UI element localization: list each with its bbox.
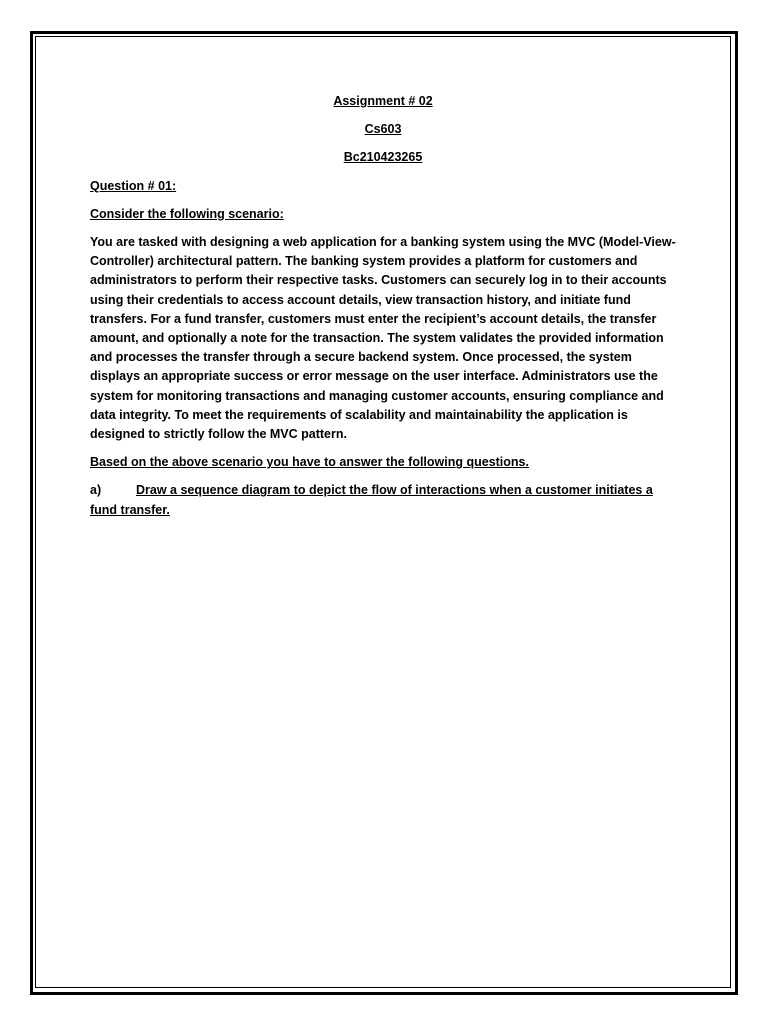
part-a-text: Draw a sequence diagram to depict the flow of interactions when a customer initiates a fund transfer. [90, 483, 653, 517]
question-part-a [90, 481, 676, 519]
scenario-paragraph: You are tasked with designing a web application for a banking system using the MVC (Model-View-Controller) architectural pattern. The banking system provides a platform for customers and administrators to perform their respective tasks. Customers can securely log in to their accounts using their credentials to access account details, view transaction history, and initiate fund transfers. For a fund transfer, customers must enter the recipient’s account details, the transfer amount, and optionally a note for the transaction. The system validates the provided information and processes the transfer through a secure backend system. Once processed, the system displays an appropriate success or error message on the user interface. Administrators use the system for monitoring transactions and managing customer accounts, ensuring compliance and data integrity. To meet the requirements of scalability and maintainability the application is designed to strictly follow the MVC pattern. [90, 235, 676, 442]
document-body [90, 92, 676, 520]
question-heading: Question # 01: [90, 178, 177, 193]
assignment-title: Assignment # 02 [333, 94, 433, 108]
course-code: Cs603 [364, 122, 402, 137]
scenario-heading: Consider the following scenario: [90, 206, 284, 221]
student-id: Bc210423265 [343, 150, 423, 165]
part-a-marker: a) [90, 483, 102, 498]
instruction-text: Based on the above scenario you have to answer the following questions. [90, 455, 529, 470]
